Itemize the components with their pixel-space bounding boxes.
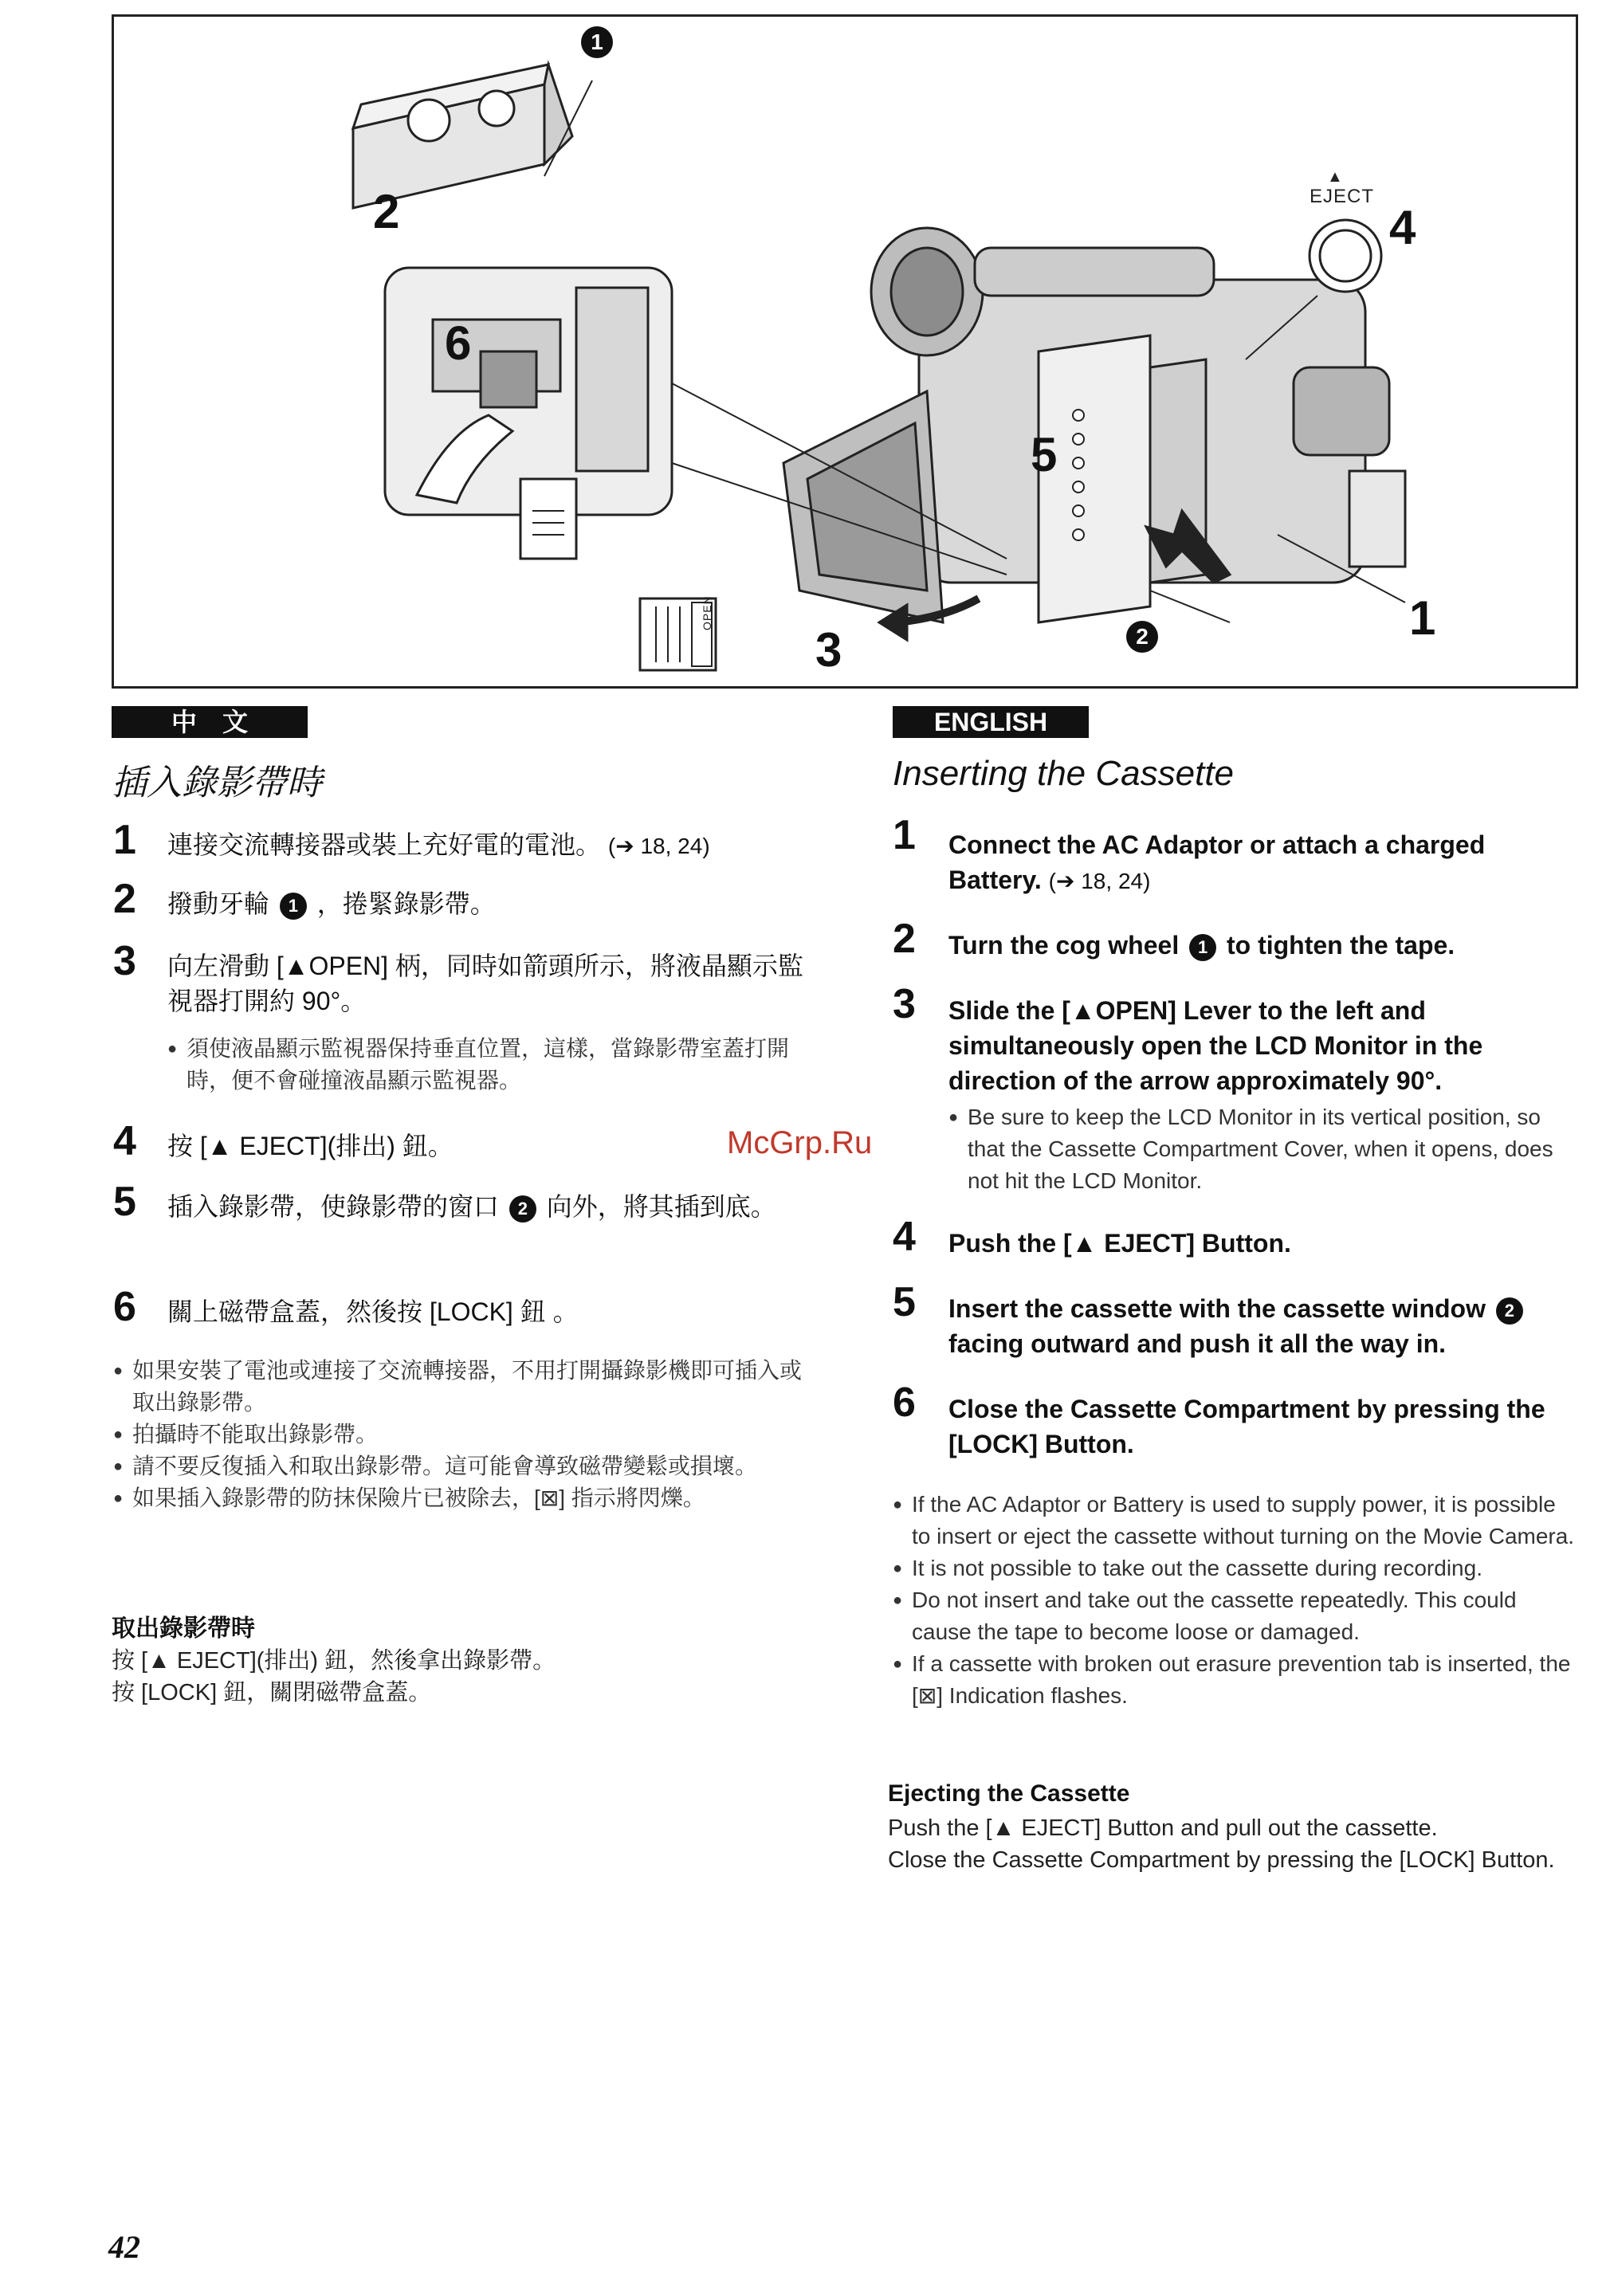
- zh-eject-text: [112, 1645, 813, 1709]
- zh-step-1-text: 連接交流轉接器或裝上充好電的電池。: [167, 830, 602, 859]
- figure-label-1: 1: [1409, 591, 1436, 645]
- en-eject-line: Push the [▲ EJECT] Button and pull out the cassette.: [888, 1815, 1438, 1841]
- zh-step-5-text-b: 向外，將其插到底。: [546, 1192, 776, 1221]
- figure-circled-1: 1: [581, 26, 613, 58]
- figure-label-2: 2: [373, 185, 400, 238]
- zh-note-item: ● 如果插入錄影帶的防抹保險片已被除去，[⊠] 指示將閃爍。: [113, 1482, 815, 1514]
- en-eject-text: [888, 1812, 1573, 1876]
- en-step-6-text: Close the Cassette Compartment by pressing the [LOCK] Button.: [948, 1395, 1545, 1458]
- en-step-3-note-text: ● Be sure to keep the LCD Monitor in its vertical position, so that the Cassette Compartment Cover, when it opens, does not hit the LCD Monitor.: [948, 1101, 1578, 1197]
- en-section-title: Inserting the Cassette: [893, 754, 1235, 793]
- zh-step-number: 3: [113, 938, 136, 984]
- watermark: McGrp.Ru: [727, 1125, 873, 1160]
- zh-step-text: [167, 827, 821, 864]
- camcorder-illustration: [114, 17, 1581, 691]
- figure-label-4: 4: [1389, 201, 1416, 254]
- zh-notes-list: [113, 1355, 815, 1514]
- en-step-3-text: Slide the [▲OPEN] Lever to the left and simultaneously open the LCD Monitor in the direction of the arrow approximately 90°.: [948, 996, 1483, 1095]
- inset-detail: [385, 268, 672, 559]
- circled-number-icon: 1: [280, 893, 307, 920]
- zh-step-text: [167, 886, 821, 921]
- en-step-text: [948, 827, 1570, 899]
- zh-step-2-text-a: 撥動牙輪: [167, 889, 270, 918]
- circled-number-icon: 1: [1189, 934, 1216, 961]
- zh-eject-line: 按 [LOCK] 鈕，關閉磁帶盒蓋。: [112, 1680, 432, 1705]
- zh-note-item: ● 請不要反復插入和取出錄影帶。這可能會導致磁帶變鬆或損壞。: [113, 1450, 815, 1482]
- en-step-1-text: Connect the AC Adaptor or attach a charged Battery.: [948, 830, 1486, 894]
- zh-step-5-text-a: 插入錄影帶，使錄影帶的窗口: [167, 1192, 500, 1221]
- zh-step-2-text-b: ，捲緊錄影帶。: [316, 889, 496, 918]
- zh-note-item: ● 拍攝時不能取出錄影帶。: [113, 1419, 815, 1450]
- zh-step-number: 2: [113, 876, 136, 922]
- zh-step-3-note-text: ● 須使液晶顯示監視器保持垂直位置，這樣，當錄影帶室蓋打開時，便不會碰撞液晶顯示監視器。: [167, 1033, 821, 1097]
- figure-label-5: 5: [1031, 428, 1058, 481]
- figure-label-3: 3: [815, 623, 842, 677]
- en-step-number: 3: [893, 981, 916, 1027]
- zh-step-3-text: 向左滑動 [▲OPEN] 柄，同時如箭頭所示，將液晶顯示監視器打開約 90°。: [167, 952, 803, 1015]
- open-label: OPEN: [701, 595, 713, 630]
- circled-number-icon: 2: [1496, 1297, 1523, 1325]
- en-step-number: 5: [893, 1279, 916, 1325]
- zh-step-3-note: [167, 1033, 821, 1097]
- figure-label-6: 6: [445, 316, 472, 370]
- circled-number-icon: 2: [509, 1195, 536, 1223]
- en-note-item: ● If the AC Adaptor or Battery is used to supply power, it is possible to insert or eject the cassette without turning on the Movie Camera.: [893, 1489, 1578, 1552]
- en-step-text: [948, 928, 1570, 963]
- zh-step-number: 1: [113, 817, 136, 863]
- en-eject-line: Close the Cassette Compartment by pressing the [LOCK] Button.: [888, 1847, 1555, 1873]
- camcorder-body: [640, 220, 1405, 670]
- en-note-item: ● Do not insert and take out the cassette repeatedly. This could cause the tape to become loose or damaged.: [893, 1584, 1578, 1648]
- zh-step-number: 5: [113, 1179, 136, 1225]
- zh-eject-line: 按 [▲ EJECT](排出) 鈕，然後拿出錄影帶。: [112, 1648, 556, 1674]
- en-section-bar: ENGLISH: [893, 706, 1089, 738]
- zh-eject-heading: 取出錄影帶時: [112, 1615, 255, 1642]
- en-note-item: ● If a cassette with broken out erasure prevention tab is inserted, the [⊠] Indication flashes.: [893, 1648, 1578, 1712]
- en-note-item: ● It is not possible to take out the cassette during recording.: [893, 1552, 1578, 1584]
- figure-circled-2: 2: [1126, 621, 1158, 653]
- en-step-3-note: [948, 1101, 1578, 1197]
- en-step-4-text: Push the [▲ EJECT] Button.: [948, 1229, 1291, 1258]
- en-step-1-ref: (➔ 18, 24): [1048, 869, 1151, 893]
- eject-label: EJECT: [1310, 186, 1375, 207]
- en-step-2-text-b: to tighten the tape.: [1226, 931, 1455, 960]
- eject-symbol: ▲: [1327, 168, 1344, 186]
- en-step-number: 4: [893, 1214, 916, 1260]
- zh-step-4-text: 按 [▲ EJECT](排出) 鈕。: [167, 1132, 454, 1160]
- zh-step-1-ref: (➔ 18, 24): [607, 834, 710, 858]
- zh-step-text: [167, 1189, 821, 1224]
- en-eject-heading: Ejecting the Cassette: [888, 1780, 1130, 1807]
- en-step-number: 2: [893, 916, 916, 962]
- zh-section-bar: 中 文: [112, 706, 308, 738]
- en-step-2-text-a: Turn the cog wheel: [948, 931, 1180, 960]
- zh-step-number: 4: [113, 1118, 136, 1164]
- en-step-5-text-b: facing outward and push it all the way in.: [948, 1329, 1447, 1358]
- illustration-figure: [112, 14, 1578, 689]
- zh-note-item: ● 如果安裝了電池或連接了交流轉接器，不用打開攝錄影機即可插入或取出錄影帶。: [113, 1355, 815, 1419]
- zh-step-number: 6: [113, 1284, 136, 1330]
- zh-section-title: 插入錄影帶時: [112, 763, 322, 803]
- page-number: 42: [108, 2229, 140, 2265]
- en-step-number: 6: [893, 1380, 916, 1426]
- en-step-text: [948, 1291, 1578, 1361]
- zh-step-6-text: 關上磁帶盒蓋，然後按 [LOCK] 鈕 。: [167, 1297, 579, 1326]
- en-step-number: 1: [893, 812, 916, 858]
- en-step-5-text-a: Insert the cassette with the cassette window: [948, 1294, 1486, 1323]
- en-notes-list: [893, 1489, 1578, 1712]
